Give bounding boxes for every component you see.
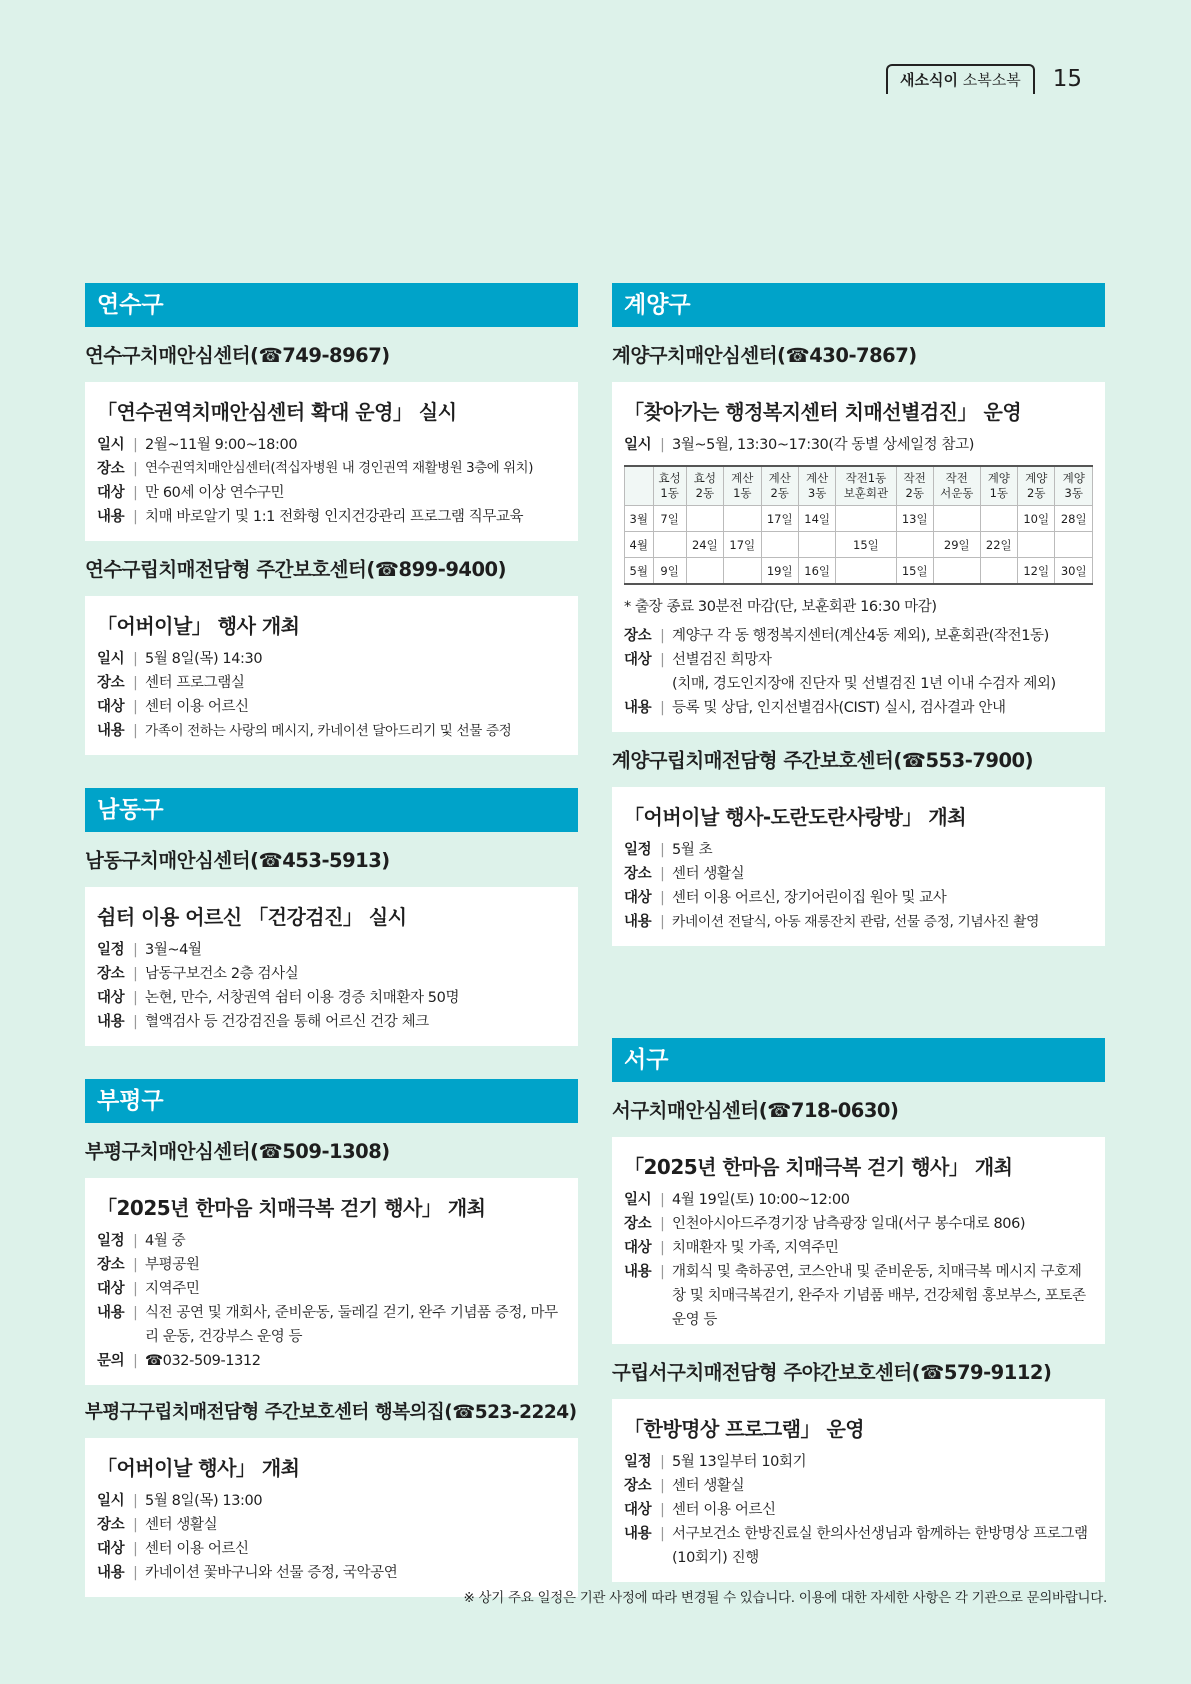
table-cell <box>686 558 723 585</box>
row-key: 장소 <box>624 628 652 644</box>
table-row <box>625 506 1093 532</box>
info-row: 장소 | 센터 프로그램실 <box>97 671 566 695</box>
table-cell <box>653 532 686 558</box>
row-key: 문의 <box>97 1353 125 1369</box>
info-row: 대상 | 센터 이용 어르신 <box>97 1537 566 1561</box>
row-value: 센터 이용 어르신 <box>145 699 249 715</box>
center-title: 서구치매안심센터(☎718-0630) <box>612 1099 899 1122</box>
district-bar-gyeyang: 계양구 <box>612 283 1105 327</box>
table-cell <box>836 558 896 585</box>
info-row: 대상 | 치매환자 및 가족, 지역주민 <box>624 1236 1093 1260</box>
table-cell: 7일 <box>653 506 686 532</box>
table-cell: 15일 <box>836 532 896 558</box>
center-title: 부평구구립치매전담형 주간보호센터 행복의집(☎523-2224) <box>85 1402 577 1423</box>
table-header-cell: 작전 2동 <box>896 466 933 506</box>
row-value: 5월 8일(목) 13:00 <box>145 1493 263 1509</box>
card-title: 「찾아가는 행정복지센터 치매선별검진」 운영 <box>624 400 1022 424</box>
district-bar-yeonsu: 연수구 <box>85 283 578 327</box>
row-value: 부평공원 <box>145 1257 200 1273</box>
row-value: 인천아시아드주경기장 남측광장 일대(서구 봉수대로 806) <box>672 1216 1026 1232</box>
row-key: 일정 <box>624 842 652 858</box>
row-value: 센터 생활실 <box>145 1517 218 1533</box>
district-bar-seogu: 서구 <box>612 1038 1105 1082</box>
right-column <box>612 283 1105 1582</box>
table-header-cell: 계양 3동 <box>1055 466 1093 506</box>
table-cell: 29일 <box>933 532 980 558</box>
info-row: 내용 | 서구보건소 한방진료실 한의사선생님과 함께하는 한방명상 프로그램(10회기) 진행 <box>624 1522 1093 1570</box>
center-title: 남동구치매안심센터(☎453-5913) <box>85 849 390 872</box>
row-value: 식전 공연 및 개회사, 준비운동, 둘레길 걷기, 완주 기념품 증정, 마무리 운동, 건강부스 운영 등 <box>145 1305 558 1345</box>
row-value: 센터 이용 어르신 <box>672 1502 776 1518</box>
info-row: 내용 | 혈액검사 등 건강검진을 통해 어르신 건강 체크 <box>97 1010 566 1034</box>
table-cell: 30일 <box>1055 558 1093 585</box>
table-header-cell: 작전 서운동 <box>933 466 980 506</box>
row-value: 5월 8일(목) 14:30 <box>145 651 263 667</box>
row-key: 대상 <box>97 1541 125 1557</box>
info-row: 내용 | 식전 공연 및 개회사, 준비운동, 둘레길 걷기, 완주 기념품 증정, 마무리 운동, 건강부스 운영 등 <box>97 1301 566 1349</box>
row-key: 일시 <box>624 1192 652 1208</box>
row-value: ☎032-509-1312 <box>145 1353 261 1369</box>
row-key: 내용 <box>97 509 125 525</box>
row-key: 대상 <box>97 990 125 1006</box>
table-cell: 5월 <box>625 558 654 585</box>
info-row: 장소 | 남동구보건소 2층 검사실 <box>97 962 566 986</box>
event-card <box>85 382 578 541</box>
row-value: 3월~4월 <box>145 942 202 958</box>
table-cell: 19일 <box>761 558 798 585</box>
table-header-cell: 효성 1동 <box>653 466 686 506</box>
table-cell <box>980 558 1017 585</box>
row-key: 대상 <box>97 699 125 715</box>
center-title: 계양구립치매전담형 주간보호센터(☎553-7900) <box>612 749 1034 772</box>
table-cell: 12일 <box>1018 558 1055 585</box>
section-tab-rest: 소복소복 <box>962 71 1021 89</box>
info-row: 장소 | 센터 생활실 <box>624 862 1093 886</box>
row-key: 내용 <box>97 1305 125 1321</box>
table-header-cell: 계산 1동 <box>724 466 761 506</box>
row-key: 장소 <box>97 1517 125 1533</box>
table-row <box>625 558 1093 585</box>
row-value: 혈액검사 등 건강검진을 통해 어르신 건강 체크 <box>145 1014 429 1030</box>
info-row: 일시 | 2월~11월 9:00~18:00 <box>97 433 566 457</box>
table-cell: 22일 <box>980 532 1017 558</box>
row-value: 지역주민 <box>145 1281 200 1297</box>
table-cell <box>896 532 933 558</box>
info-row: 문의 | ☎032-509-1312 <box>97 1349 566 1373</box>
row-value: 센터 생활실 <box>672 866 745 882</box>
row-value: 카네이션 전달식, 아동 재롱잔치 관람, 선물 증정, 기념사진 촬영 <box>672 914 1040 930</box>
row-value: 4월 중 <box>145 1233 186 1249</box>
table-cell: 10일 <box>1018 506 1055 532</box>
info-row: 대상 | 센터 이용 어르신 <box>97 695 566 719</box>
row-key: 대상 <box>624 1502 652 1518</box>
event-card <box>85 887 578 1046</box>
row-value: 카네이션 꽃바구니와 선물 증정, 국악공연 <box>145 1565 398 1581</box>
row-value: 5월 초 <box>672 842 713 858</box>
row-value: 만 60세 이상 연수구민 <box>145 485 285 501</box>
info-row: 일시 | 4월 19일(토) 10:00~12:00 <box>624 1188 1093 1212</box>
info-row: 내용 | 치매 바로알기 및 1:1 전화형 인지건강관리 프로그램 직무교육 <box>97 505 566 529</box>
info-row: 대상 | 지역주민 <box>97 1277 566 1301</box>
district-bar-bupyeong: 부평구 <box>85 1079 578 1123</box>
event-card <box>612 1399 1105 1582</box>
row-key: 일시 <box>97 651 125 667</box>
row-key: 내용 <box>624 1264 652 1280</box>
card-title: 「2025년 한마음 치매극복 걷기 행사」 개최 <box>97 1196 486 1220</box>
table-header-cell: 작전1동 보훈회관 <box>836 466 896 506</box>
left-column <box>85 283 578 1597</box>
row-key: 장소 <box>97 461 125 477</box>
center-title: 연수구립치매전담형 주간보호센터(☎899-9400) <box>85 558 507 581</box>
card-title: 쉼터 이용 어르신 「건강검진」 실시 <box>97 905 407 929</box>
row-key: 장소 <box>97 1257 125 1273</box>
table-cell <box>798 532 835 558</box>
row-key: 내용 <box>624 700 652 716</box>
table-cell <box>724 558 761 585</box>
event-card <box>612 1137 1105 1344</box>
row-value: 2월~11월 9:00~18:00 <box>145 437 298 453</box>
row-value: 개회식 및 축하공연, 코스안내 및 준비운동, 치매극복 메시지 구호제창 및 치매극복걷기, 완주자 기념품 배부, 건강체험 홍보부스, 포토존 운영 등 <box>672 1264 1086 1328</box>
card-title: 「2025년 한마음 치매극복 걷기 행사」 개최 <box>624 1155 1013 1179</box>
row-value: 남동구보건소 2층 검사실 <box>145 966 299 982</box>
table-cell: 4월 <box>625 532 654 558</box>
table-cell <box>761 532 798 558</box>
row-value: 센터 프로그램실 <box>145 675 245 691</box>
info-row: 일시 | 3월~5월, 13:30~17:30(각 동별 상세일정 참고) <box>624 433 1093 457</box>
row-key: 장소 <box>624 1216 652 1232</box>
table-cell: 24일 <box>686 532 723 558</box>
center-title: 계양구치매안심센터(☎430-7867) <box>612 344 917 367</box>
info-row: 대상 | 만 60세 이상 연수구민 <box>97 481 566 505</box>
table-cell: 16일 <box>798 558 835 585</box>
table-cell <box>686 506 723 532</box>
card-title: 「어버이날」 행사 개최 <box>97 614 300 638</box>
row-key: 내용 <box>97 1014 125 1030</box>
row-value: 센터 생활실 <box>672 1478 745 1494</box>
info-row: 내용 | 카네이션 전달식, 아동 재롱잔치 관람, 선물 증정, 기념사진 촬영 <box>624 910 1093 934</box>
event-card <box>85 1178 578 1385</box>
info-row: 장소 | 센터 생활실 <box>97 1513 566 1537</box>
row-key: 대상 <box>624 890 652 906</box>
card-title: 「한방명상 프로그램」 운영 <box>624 1417 865 1441</box>
row-key: 대상 <box>97 485 125 501</box>
table-header-cell: 효성 2동 <box>686 466 723 506</box>
card-title: 「어버이날 행사-도란도란사랑방」 개최 <box>624 805 967 829</box>
table-cell: 28일 <box>1055 506 1093 532</box>
table-header-cell: 계산 2동 <box>761 466 798 506</box>
event-card <box>612 787 1105 946</box>
row-value: 가족이 전하는 사랑의 메시지, 카네이션 달아드리기 및 선물 증정 <box>145 723 512 739</box>
row-value: 센터 이용 어르신, 장기어린이집 원아 및 교사 <box>672 890 947 906</box>
table-cell <box>1018 532 1055 558</box>
page-header <box>886 64 1082 94</box>
row-key: 장소 <box>624 1478 652 1494</box>
row-value: 논현, 만수, 서창권역 쉼터 이용 경증 치매환자 50명 <box>145 990 460 1006</box>
info-row: 일시 | 5월 8일(목) 14:30 <box>97 647 566 671</box>
table-cell: 13일 <box>896 506 933 532</box>
row-value: 3월~5월, 13:30~17:30(각 동별 상세일정 참고) <box>672 437 974 453</box>
info-row: 일정 | 4월 중 <box>97 1229 566 1253</box>
event-card <box>85 596 578 755</box>
table-cell <box>1055 532 1093 558</box>
row-value: 등록 및 상담, 인지선별검사(CIST) 실시, 검사결과 안내 <box>672 700 1006 716</box>
row-key: 일정 <box>97 1233 125 1249</box>
row-key: 일정 <box>624 1454 652 1470</box>
info-row: 내용 | 개회식 및 축하공연, 코스안내 및 준비운동, 치매극복 메시지 구호제창 및 치매극복걷기, 완주자 기념품 배부, 건강체험 홍보부스, 포토존 운영 등 <box>624 1260 1093 1332</box>
row-key: 일시 <box>97 1493 125 1509</box>
info-row: 일정 | 3월~4월 <box>97 938 566 962</box>
table-cell <box>933 558 980 585</box>
table-note: * 출장 종료 30분전 마감(단, 보훈회관 16:30 마감) <box>624 599 937 615</box>
page-number: 15 <box>1052 66 1082 92</box>
row-value: 연수권역치매안심센터(적십자병원 내 경인권역 재활병원 3층에 위치) <box>145 461 534 476</box>
info-row: 장소 | 센터 생활실 <box>624 1474 1093 1498</box>
event-card <box>85 1438 578 1597</box>
info-row: 대상 | 논현, 만수, 서창권역 쉼터 이용 경증 치매환자 50명 <box>97 986 566 1010</box>
table-cell <box>933 506 980 532</box>
row-key: 일시 <box>97 437 125 453</box>
row-key: 내용 <box>97 723 125 739</box>
info-row: 일정 | 5월 초 <box>624 838 1093 862</box>
row-value: 선별검진 희망자 (치매, 경도인지장애 진단자 및 선별검진 1년 이내 수검자 제외) <box>672 652 1056 692</box>
info-row: 내용 | 가족이 전하는 사랑의 메시지, 카네이션 달아드리기 및 선물 증정 <box>97 719 566 743</box>
row-key: 내용 <box>624 1526 652 1542</box>
table-cell: 15일 <box>896 558 933 585</box>
table-header-cell: 계양 1동 <box>980 466 1017 506</box>
center-title: 구립서구치매전담형 주야간보호센터(☎579-9112) <box>612 1361 1052 1384</box>
center-title: 부평구치매안심센터(☎509-1308) <box>85 1140 390 1163</box>
table-header-cell: 계산 3동 <box>798 466 835 506</box>
card-title: 「연수권역치매안심센터 확대 운영」 실시 <box>97 400 457 424</box>
info-row: 대상 | 센터 이용 어르신 <box>624 1498 1093 1522</box>
row-key: 내용 <box>624 914 652 930</box>
row-value: 4월 19일(토) 10:00~12:00 <box>672 1192 850 1208</box>
row-key: 장소 <box>624 866 652 882</box>
section-tab-bold: 새소식이 <box>900 71 958 89</box>
info-row: 일정 | 5월 13일부터 10회기 <box>624 1450 1093 1474</box>
row-value: 치매 바로알기 및 1:1 전화형 인지건강관리 프로그램 직무교육 <box>145 509 524 525</box>
row-key: 장소 <box>97 675 125 691</box>
district-bar-namdong: 남동구 <box>85 788 578 832</box>
section-tab <box>886 64 1035 94</box>
table-cell <box>980 506 1017 532</box>
row-value: 치매환자 및 가족, 지역주민 <box>672 1240 839 1256</box>
row-key: 일정 <box>97 942 125 958</box>
row-value: 센터 이용 어르신 <box>145 1541 249 1557</box>
row-value: 5월 13일부터 10회기 <box>672 1454 807 1470</box>
row-key: 대상 <box>624 1240 652 1256</box>
table-cell <box>724 506 761 532</box>
row-key: 대상 <box>97 1281 125 1297</box>
info-row: 장소 | 인천아시아드주경기장 남측광장 일대(서구 봉수대로 806) <box>624 1212 1093 1236</box>
row-value: 서구보건소 한방진료실 한의사선생님과 함께하는 한방명상 프로그램(10회기) 진행 <box>672 1526 1088 1566</box>
table-header-cell <box>625 466 654 506</box>
schedule-table <box>624 465 1093 585</box>
table-row <box>625 532 1093 558</box>
center-title: 연수구치매안심센터(☎749-8967) <box>85 344 390 367</box>
info-row: 내용 | 카네이션 꽃바구니와 선물 증정, 국악공연 <box>97 1561 566 1585</box>
info-row: 대상 | 센터 이용 어르신, 장기어린이집 원아 및 교사 <box>624 886 1093 910</box>
row-key: 대상 <box>624 652 652 668</box>
table-cell: 17일 <box>724 532 761 558</box>
info-row: 대상 | 선별검진 희망자 (치매, 경도인지장애 진단자 및 선별검진 1년 이내 수검자 제외) <box>624 648 1093 696</box>
info-row: 장소 | 부평공원 <box>97 1253 566 1277</box>
table-cell <box>836 506 896 532</box>
event-card <box>612 382 1105 732</box>
row-key: 내용 <box>97 1565 125 1581</box>
card-title: 「어버이날 행사」 개최 <box>97 1456 300 1480</box>
info-row: 장소 | 연수권역치매안심센터(적십자병원 내 경인권역 재활병원 3층에 위치) <box>97 457 566 481</box>
info-row: 일시 | 5월 8일(목) 13:00 <box>97 1489 566 1513</box>
footer-note: ※ 상기 주요 일정은 기관 사정에 따라 변경될 수 있습니다. 이용에 대한 자세한 사항은 각 기관으로 문의바랍니다. <box>463 1590 1107 1606</box>
table-cell: 3월 <box>625 506 654 532</box>
table-cell: 14일 <box>798 506 835 532</box>
table-cell: 9일 <box>653 558 686 585</box>
table-header-cell: 계양 2동 <box>1018 466 1055 506</box>
row-key: 장소 <box>97 966 125 982</box>
info-row: 장소 | 계양구 각 동 행정복지센터(계산4동 제외), 보훈회관(작전1동) <box>624 624 1093 648</box>
row-value: 계양구 각 동 행정복지센터(계산4동 제외), 보훈회관(작전1동) <box>672 628 1049 644</box>
row-key: 일시 <box>624 437 652 453</box>
table-cell: 17일 <box>761 506 798 532</box>
info-row: 내용 | 등록 및 상담, 인지선별검사(CIST) 실시, 검사결과 안내 <box>624 696 1093 720</box>
